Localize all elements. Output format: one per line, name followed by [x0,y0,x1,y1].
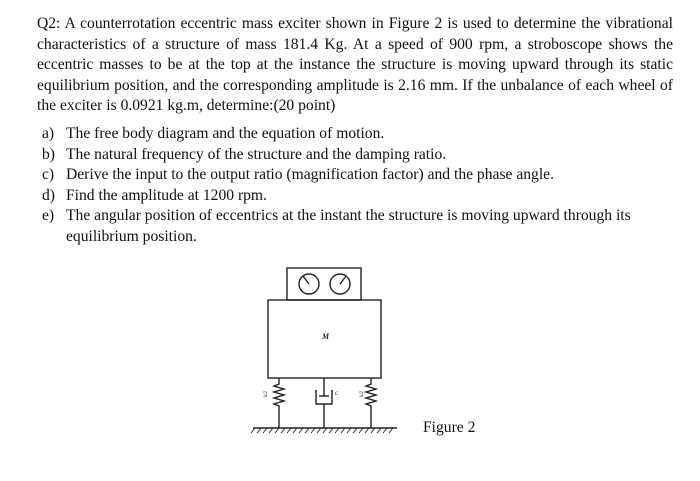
ground-hatch [251,428,393,433]
part-b [37,145,673,166]
spring-right [366,378,376,428]
part-text: The angular position of eccentrics at the instant the structure is moving upward through its equilibrium position. [66,207,631,245]
part-text: The natural frequency of the structure and the damping ratio. [66,145,447,163]
eccentric-wheel-left [299,274,319,294]
eccentric-wheel-right [330,274,350,294]
part-a [37,124,673,145]
part-text: Derive the input to the output ratio (magnification factor) and the phase angle. [66,166,555,184]
exciter-figure [247,262,407,436]
part-label: e) [42,207,55,225]
spring-left [274,378,284,428]
part-text: Find the amplitude at 1200 rpm. [66,186,267,204]
damper-label: c [335,389,339,397]
part-d [37,186,673,207]
figure-caption: Figure 2 [423,419,476,436]
question-parts-list [37,124,673,248]
part-text: The free body diagram and the equation of motion. [66,125,385,142]
part-label: a) [42,125,55,142]
question-text: Q2: A counterrotation eccentric mass exciter shown in Figure 2 is used to determine the vibrational characteristics of a structure of mass 181.4 Kg. At a speed of 900 rpm, a stroboscope shows the eccentric masses to be at the top at the instance the structure is moving upward through its static equilibrium position, and the corresponding amplitude is 2.16 mm. If the unbalance of each wheel of the exciter is 0.0921 kg.m, determine:(20 point) [37,15,673,115]
spring-label-left: k/2 [264,390,269,397]
damper [316,378,332,428]
part-e [37,206,673,247]
part-label: d) [42,186,55,204]
spring-label-right: k/2 [360,390,365,397]
part-label: c) [42,166,55,184]
part-label: b) [42,145,55,163]
part-c [37,165,673,186]
mass-label: M [322,332,330,341]
